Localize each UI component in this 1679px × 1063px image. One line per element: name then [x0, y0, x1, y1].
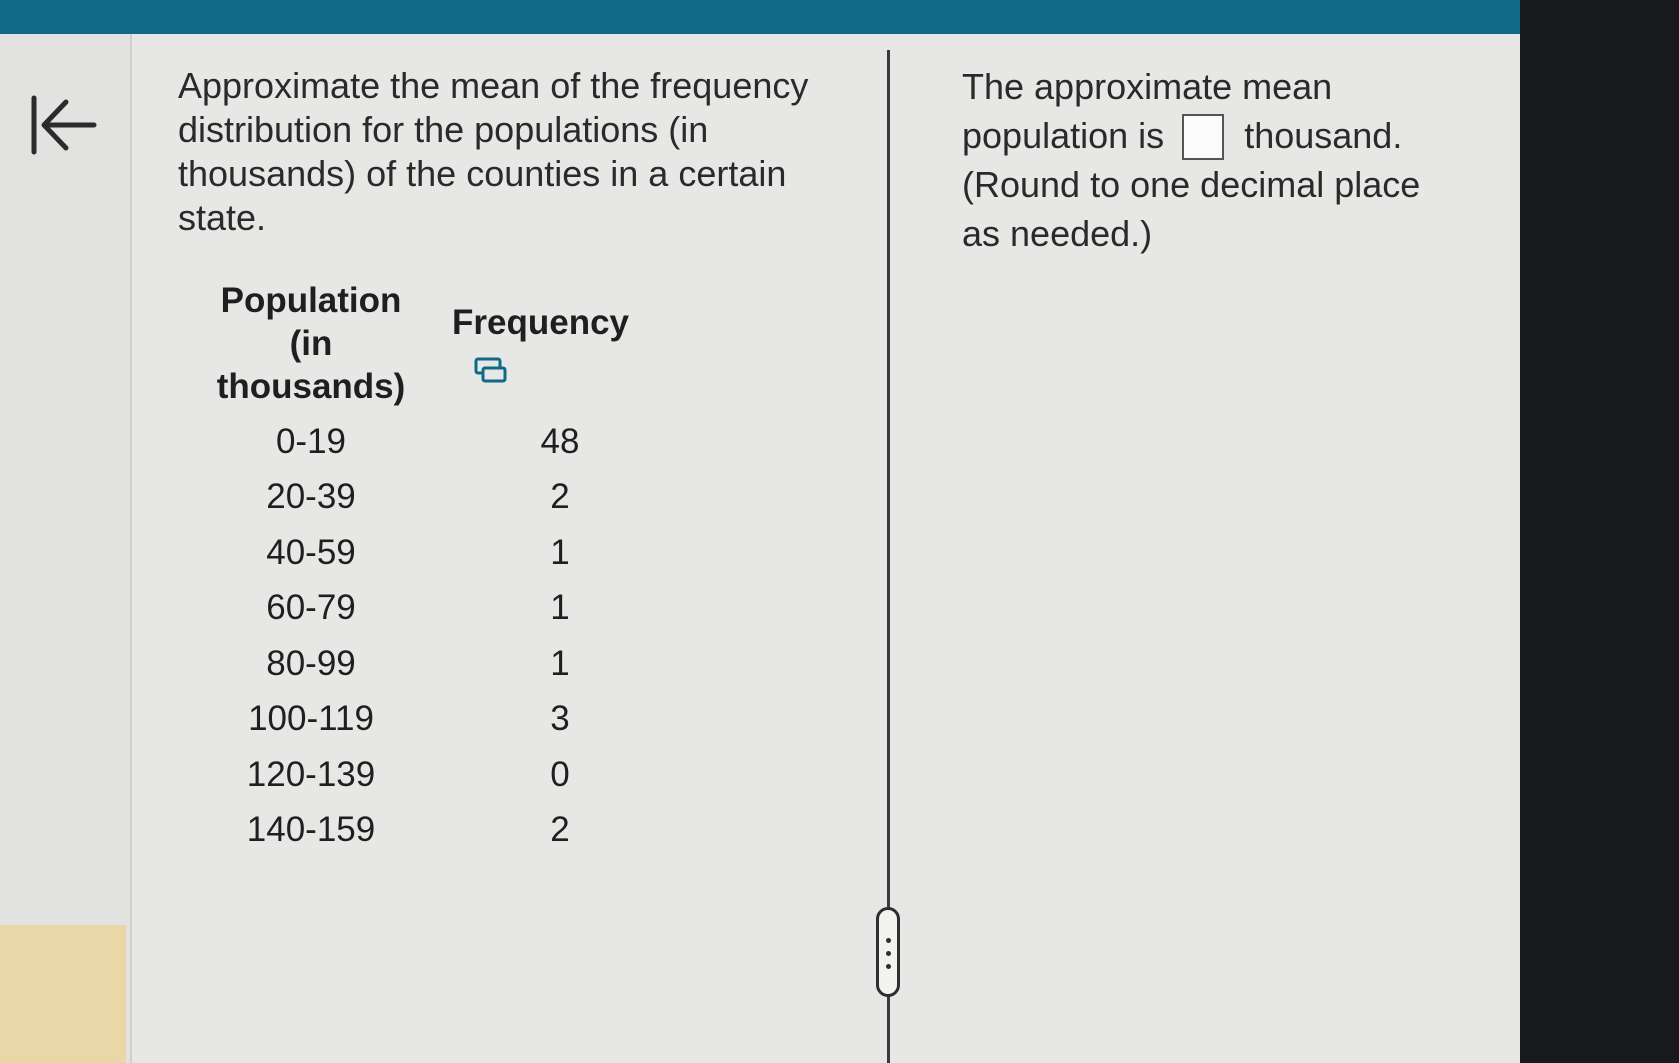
left-rail [0, 34, 132, 1063]
frequency-cell [438, 636, 646, 692]
frequency-value: 1 [550, 643, 570, 683]
frequency-value: 0 [550, 754, 570, 794]
table-row [184, 803, 646, 859]
arrow-left-to-bar-icon [28, 90, 100, 162]
screen-bezel [1520, 0, 1679, 1063]
frequency-value: 2 [550, 810, 570, 850]
table-row [184, 414, 646, 470]
table-header-row [184, 279, 646, 414]
answer-pane [890, 34, 1520, 1063]
frequency-column-header [438, 279, 646, 414]
answer-prompt [962, 62, 1462, 258]
population-column-header: Population (in thousands) [216, 281, 406, 406]
frequency-value: 48 [540, 421, 580, 461]
population-cell: 60-79 [266, 588, 356, 628]
table-body [184, 414, 646, 858]
frequency-table [184, 279, 646, 858]
table-row [184, 470, 646, 526]
frequency-value: 1 [550, 532, 570, 572]
frequency-value: 2 [550, 477, 570, 517]
answer-suffix: thousand. [1244, 115, 1403, 156]
table-row [184, 525, 646, 581]
population-cell: 100-119 [248, 699, 374, 739]
question-text: Approximate the mean of the frequency distribution for the populations (in thousands) of the counties in a certain state. [178, 65, 809, 238]
answer-prefix: The approximate mean population is [962, 66, 1333, 156]
table-row [184, 692, 646, 748]
rail-accent [0, 925, 126, 1063]
frequency-value: 1 [550, 588, 570, 628]
table-row [184, 747, 646, 803]
frequency-value: 3 [550, 699, 570, 739]
mean-answer-input[interactable] [1182, 114, 1224, 160]
population-cell: 0-19 [275, 421, 347, 461]
table-row [184, 581, 646, 637]
population-cell: 40-59 [266, 532, 356, 572]
frequency-cell [438, 692, 646, 748]
back-to-start-button[interactable] [28, 90, 100, 162]
table-row [184, 636, 646, 692]
frequency-header-label: Frequency [452, 302, 629, 342]
rounding-note: (Round to one decimal place as needed.) [962, 164, 1421, 254]
copy-data-icon[interactable] [474, 352, 508, 382]
frequency-cell [438, 803, 646, 859]
population-cell: 80-99 [266, 643, 356, 683]
population-cell: 120-139 [246, 754, 376, 794]
frequency-cell [438, 470, 646, 526]
population-cell: 20-39 [266, 477, 356, 517]
frequency-cell [438, 747, 646, 803]
frequency-cell [438, 525, 646, 581]
top-bar [0, 0, 1520, 34]
frequency-cell [438, 581, 646, 637]
frequency-cell [438, 414, 646, 470]
question-pane [130, 34, 887, 1063]
population-cell: 140-159 [246, 810, 376, 850]
